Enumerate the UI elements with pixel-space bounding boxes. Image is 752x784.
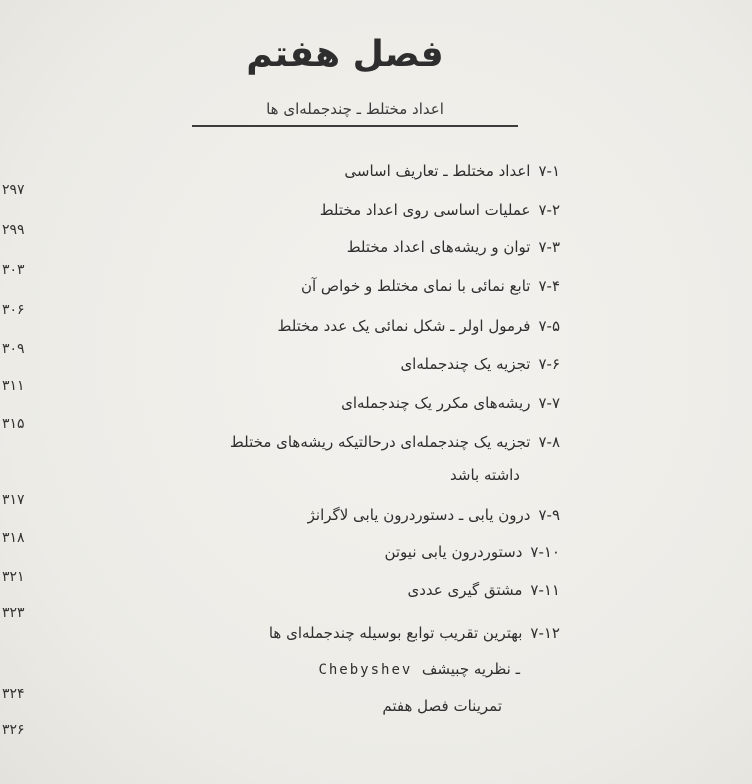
toc-page-number: ۳۲۳ bbox=[2, 605, 25, 621]
toc-entry-number: ۷-۴ bbox=[538, 277, 560, 295]
toc-entry bbox=[382, 697, 502, 715]
toc-entry bbox=[407, 581, 560, 599]
toc-entry-title: تابع نمائی با نمای مختلط و خواص آن bbox=[300, 277, 531, 295]
toc-entry bbox=[384, 543, 560, 561]
toc-entry-title: تجزیه یک چندجمله‌ای درحالتیکه ریشه‌های مختلط bbox=[229, 433, 531, 451]
toc-entry-number: ۷-۳ bbox=[538, 238, 560, 256]
toc-entry-number: ۷-۹ bbox=[538, 506, 560, 524]
toc-page-number: ۳۱۱ bbox=[2, 378, 25, 394]
toc-entry bbox=[400, 355, 560, 373]
toc-entry-number: ۷-۱۲ bbox=[530, 624, 560, 642]
toc-entry-title: توان و ریشه‌های اعداد مختلط bbox=[346, 238, 531, 256]
chapter-title: فصل هفتم bbox=[246, 34, 444, 75]
toc-entry-title: ریشه‌های مکرر یک چندجمله‌ای bbox=[341, 394, 531, 412]
chapter-subtitle: اعداد مختلط ـ چندجمله‌ای ها bbox=[266, 100, 444, 118]
toc-entry bbox=[230, 433, 560, 451]
chebyshev-label: Chebyshev bbox=[318, 662, 413, 678]
toc-entry-title: درون یابی ـ دستوردرون یابی لاگرانژ bbox=[307, 506, 531, 524]
toc-entry-number: ۷-۱۱ bbox=[530, 581, 560, 599]
toc-entry-number: ۷-۱۰ bbox=[530, 543, 560, 561]
toc-entry-title: عملیات اساسی روی اعداد مختلط bbox=[319, 201, 531, 219]
toc-entry-title-continued: ـ نظریه چبیشف bbox=[421, 660, 520, 678]
toc-entry-continuation bbox=[318, 660, 520, 678]
toc-page-number: ۳۲۶ bbox=[2, 722, 25, 738]
toc-entry bbox=[277, 317, 560, 335]
toc-page-number: ۳۲۱ bbox=[2, 569, 25, 585]
toc-entry-title: تجزیه یک چندجمله‌ای bbox=[400, 355, 531, 373]
toc-entry-number: ۷-۸ bbox=[538, 433, 560, 451]
toc-entry bbox=[301, 277, 560, 295]
toc-entry-title: اعداد مختلط ـ تعاریف اساسی bbox=[344, 162, 531, 180]
toc-page-number: ۳۲۴ bbox=[2, 686, 25, 702]
toc-entry bbox=[344, 162, 560, 180]
toc-entry-title: بهترین تقریب توابع بوسیله چندجمله‌ای ها bbox=[268, 624, 523, 642]
toc-entry-number: ۷-۲ bbox=[538, 201, 560, 219]
toc-entry bbox=[320, 201, 560, 219]
toc-entry bbox=[347, 238, 560, 256]
toc-entry-number: ۷-۵ bbox=[538, 317, 560, 335]
toc-entry bbox=[269, 624, 560, 642]
toc-entry bbox=[341, 394, 560, 412]
toc-entry-number: ۷-۱ bbox=[538, 162, 560, 180]
toc-page-number: ۳۰۶ bbox=[2, 302, 25, 318]
toc-entry-number: ۷-۷ bbox=[538, 394, 560, 412]
toc-page-number: ۲۹۷ bbox=[2, 182, 25, 198]
toc-page-number: ۲۹۹ bbox=[2, 222, 25, 238]
toc-page-number: ۳۱۷ bbox=[2, 492, 25, 508]
toc-entry-title: تمرینات فصل هفتم bbox=[382, 697, 502, 715]
toc-entry-title-continued: داشته باشد bbox=[450, 466, 520, 484]
toc-entry bbox=[308, 506, 560, 524]
toc-page-number: ۳۰۹ bbox=[2, 341, 25, 357]
toc-entry-title: مشتق گیری عددی bbox=[407, 581, 523, 599]
toc-page-number: ۳۱۸ bbox=[2, 530, 25, 546]
toc-entry-continuation bbox=[450, 466, 520, 484]
toc-entry-title: فرمول اولر ـ شکل نمائی یک عدد مختلط bbox=[277, 317, 531, 335]
toc-entry-title: دستوردرون یابی نیوتن bbox=[384, 543, 523, 561]
toc-page-number: ۳۱۵ bbox=[2, 416, 25, 432]
toc-entry-number: ۷-۶ bbox=[538, 355, 560, 373]
toc-page-number: ۳۰۳ bbox=[2, 262, 25, 278]
